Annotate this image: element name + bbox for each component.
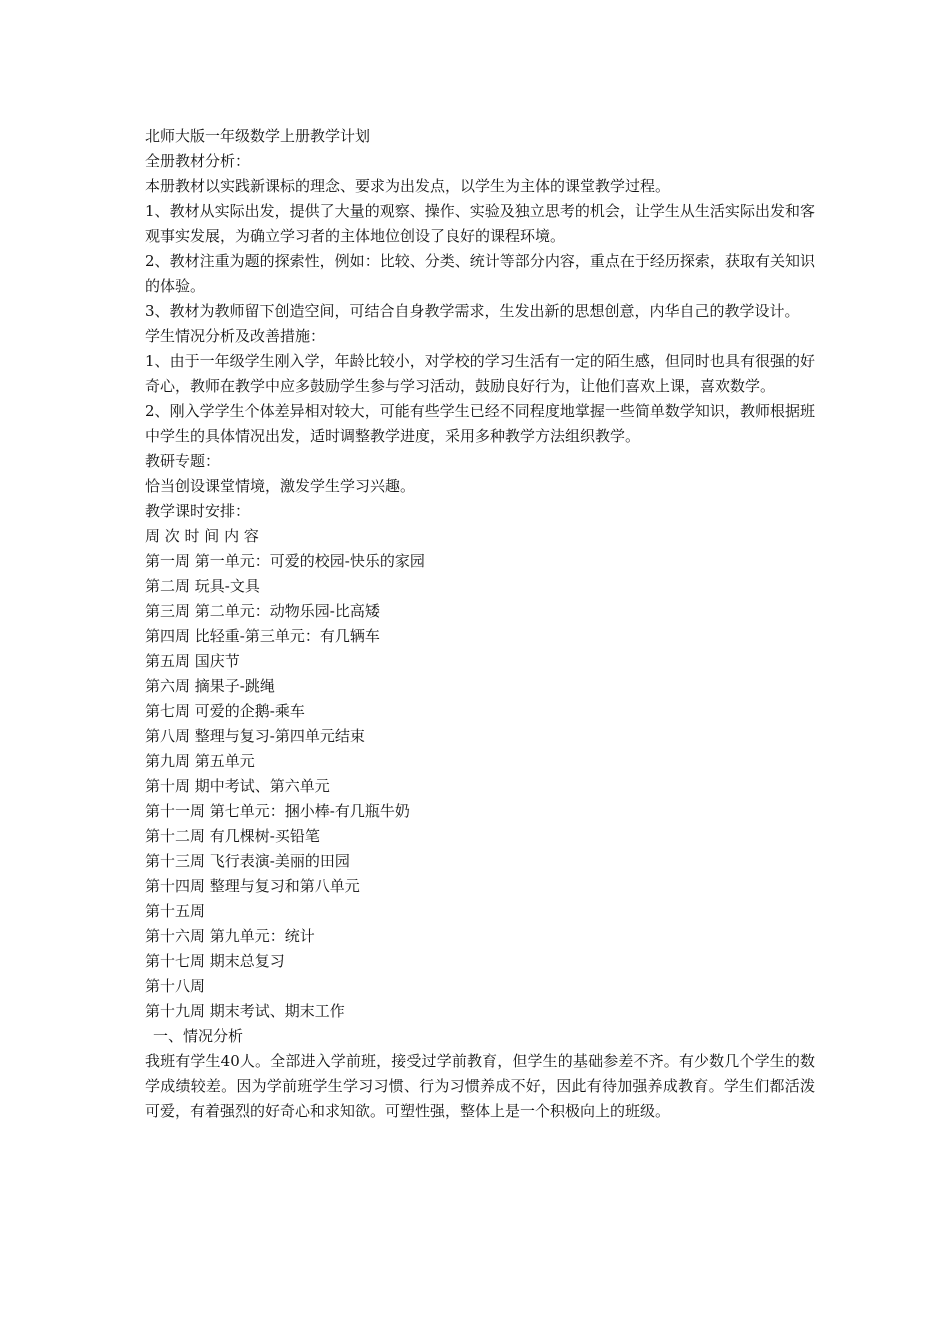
schedule-row: 第十六周 第九单元：统计	[145, 927, 315, 945]
schedule-row: 第七周 可爱的企鹅-乘车	[145, 702, 305, 720]
situation-paragraph: 我班有学生40人。全部进入学前班，接受过学前教育，但学生的基础参差不齐。有少数几个学生的数学成绩较差。因为学前班学生学习习惯、行为习惯养成不好，因此有待加强养成教育。学生们都活泼可爱，有着强烈的好奇心和求知欲。可塑性强，整体上是一个积极向上的班级。	[145, 1052, 815, 1120]
schedule-row: 第四周 比轻重-第三单元：有几辆车	[145, 627, 380, 645]
schedule-row: 第十七周 期末总复习	[145, 952, 285, 970]
analysis-point: 2、教材注重为题的探索性，例如：比较、分类、统计等部分内容，重点在于经历探索，获取有关知识的体验。	[145, 252, 815, 295]
intro-paragraph: 本册教材以实践新课标的理念、要求为出发点，以学生为主体的课堂教学过程。	[145, 177, 671, 195]
schedule-row: 第十周 期中考试、第六单元	[145, 777, 330, 795]
schedule-row: 第三周 第二单元：动物乐园-比高矮	[145, 602, 380, 620]
document-title: 北师大版一年级数学上册教学计划	[145, 127, 371, 145]
schedule-row: 第六周 摘果子-跳绳	[145, 677, 275, 695]
schedule-row: 第十四周 整理与复习和第八单元	[145, 877, 360, 895]
schedule-row: 第十一周 第七单元：捆小棒-有几瓶牛奶	[145, 802, 410, 820]
schedule-header: 周 次 时 间 内 容	[145, 527, 259, 545]
schedule-row: 第八周 整理与复习-第四单元结束	[145, 727, 365, 745]
schedule-row: 第十五周	[145, 902, 206, 920]
schedule-row: 第九周 第五单元	[145, 752, 255, 770]
schedule-row: 第十九周 期末考试、期末工作	[145, 1002, 345, 1020]
schedule-row: 第二周 玩具-文具	[145, 577, 260, 595]
analysis-point: 3、教材为教师留下创造空间，可结合自身教学需求，生发出新的思想创意，内华自己的教学设计。	[145, 302, 800, 320]
section-heading-schedule: 教学课时安排：	[145, 502, 251, 520]
schedule-row: 第十二周 有几棵树-买铅笔	[145, 827, 320, 845]
schedule-row: 第十八周	[145, 977, 206, 995]
section-heading-research: 教研专题：	[145, 452, 221, 470]
research-text: 恰当创设课堂情境，激发学生学习兴趣。	[145, 477, 416, 495]
section-heading-material-analysis: 全册教材分析：	[145, 152, 251, 170]
analysis-point: 1、教材从实际出发，提供了大量的观察、操作、实验及独立思考的机会，让学生从生活实际出发和客观事实发展，为确立学习者的主体地位创设了良好的课程环境。	[145, 202, 815, 245]
schedule-row: 第一周 第一单元：可爱的校园-快乐的家园	[145, 552, 425, 570]
section-heading-students: 学生情况分析及改善措施：	[145, 327, 326, 345]
section-heading-situation: 一、情况分析	[153, 1027, 244, 1045]
schedule-row: 第十三周 飞行表演-美丽的田园	[145, 852, 350, 870]
students-point: 1、由于一年级学生刚入学，年龄比较小，对学校的学习生活有一定的陌生感，但同时也具有很强的好奇心，教师在教学中应多鼓励学生参与学习活动，鼓励良好行为，让他们喜欢上课，喜欢数学。	[145, 352, 815, 395]
document-page	[145, 124, 815, 1124]
students-point: 2、刚入学学生个体差异相对较大，可能有些学生已经不同程度地掌握一些简单数学知识，教师根据班中学生的具体情况出发，适时调整教学进度，采用多种教学方法组织教学。	[145, 402, 815, 445]
schedule-row: 第五周 国庆节	[145, 652, 240, 670]
